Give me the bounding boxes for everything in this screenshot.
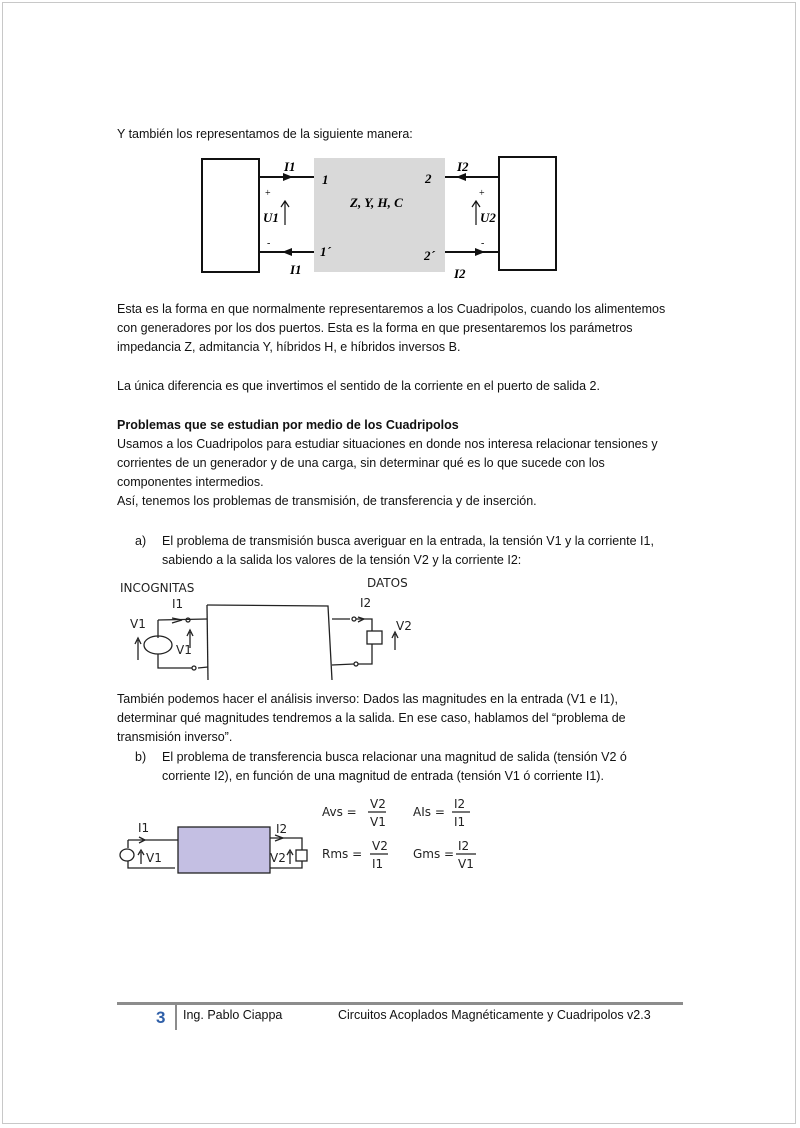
paragraph-3-line-4: Así, tenemos los problemas de transmisión, de transferencia y de inserción. [117, 494, 537, 508]
paragraph-1-line-2: con generadores por los dos puertos. Esta es la forma en que presentaremos los parámetros [117, 321, 633, 335]
paragraph-4-line-1: También podemos hacer el análisis inverso: Dados las magnitudes en la entrada (V1 e I1), [117, 692, 618, 706]
paragraph-3-line-1: Usamos a los Cuadripolos para estudiar situaciones en donde nos interesa relacionar tensiones y [117, 437, 658, 451]
formula-avs-num: V2 [370, 797, 386, 811]
list-item-b-line-2: corriente I2), en función de una magnitud de entrada (tensión V1 ó corriente I1). [162, 769, 604, 783]
formula-rms [322, 839, 388, 871]
minus-1: - [267, 238, 271, 249]
label-parameters: Z, Y, H, C [350, 195, 403, 210]
formula-gms-den: V1 [458, 857, 474, 871]
transmission-sketch [110, 570, 460, 680]
label-v1-outer: V1 [130, 617, 146, 631]
label-i1: I1 [172, 597, 184, 611]
label-v2: V2 [270, 851, 286, 865]
label-i2: I2 [276, 822, 288, 836]
label-port-2-prime: 2´ [424, 248, 435, 263]
formula-ais-den: I1 [454, 815, 466, 829]
list-marker-a: a) [135, 534, 147, 548]
two-port-diagram [190, 150, 570, 285]
formula-avs-lhs: Avs = [322, 805, 357, 819]
arrow-i2-bottom [475, 248, 485, 256]
formula-ais-lhs: AIs = [413, 805, 445, 819]
label-i2-bottom: I2 [454, 266, 466, 281]
formula-ais-num: I2 [454, 797, 466, 811]
label-u1: U1 [263, 210, 279, 225]
label-i1-bottom: I1 [290, 262, 302, 277]
footer-doc-title: Circuitos Acoplados Magnéticamente y Cuadripolos v2.3 [338, 1008, 651, 1022]
label-u2: U2 [480, 210, 496, 225]
load-box-right [499, 157, 556, 270]
list-item-b-line-1: El problema de transferencia busca relacionar una magnitud de salida (tensión V2 ó [162, 750, 627, 764]
formula-rms-num: V2 [372, 839, 388, 853]
label-port-1-prime: 1´ [320, 244, 331, 259]
arrow-i2-top [456, 173, 466, 181]
transfer-box [178, 827, 270, 873]
formula-gms-lhs: Gms = [413, 847, 455, 861]
footer-separator [175, 1004, 177, 1030]
formula-gms-num: I2 [458, 839, 470, 853]
footer-rule [117, 1002, 683, 1005]
section-heading: Problemas que se estudian por medio de los Cuadripolos [117, 418, 459, 432]
source-box-left [202, 159, 259, 272]
label-i2: I2 [360, 596, 372, 610]
minus-2: - [481, 238, 485, 249]
transfer-sketch [110, 790, 500, 890]
formula-ais [413, 797, 470, 829]
label-data: DATOS [367, 576, 408, 590]
formula-avs-den: V1 [370, 815, 386, 829]
intro-line: Y también los representamos de la siguiente manera: [117, 127, 413, 141]
paragraph-1-line-3: impedancia Z, admitancia Y, híbridos H, e híbridos inversos B. [117, 340, 461, 354]
paragraph-1-line-1: Esta es la forma en que normalmente representaremos a los Cuadripolos, cuando los alimentemos [117, 302, 666, 316]
paragraph-4-line-3: transmisión inverso”. [117, 730, 233, 744]
page-number: 3 [156, 1008, 166, 1027]
label-v2: V2 [396, 619, 412, 633]
label-unknowns: INCOGNITAS [120, 581, 195, 595]
formula-avs [322, 797, 386, 829]
list-marker-b: b) [135, 750, 147, 764]
label-v1-inner: V1 [176, 643, 192, 657]
arrow-i1-top [283, 173, 293, 181]
paragraph-3-line-3: componentes intermedios. [117, 475, 264, 489]
label-i1: I1 [138, 821, 150, 835]
label-port-1: 1 [322, 172, 329, 187]
label-i1-top: I1 [284, 159, 296, 174]
footer-author: Ing. Pablo Ciappa [183, 1008, 283, 1022]
formula-rms-den: I1 [372, 857, 384, 871]
plus-1: + [265, 188, 271, 199]
paragraph-2: La única diferencia es que invertimos el sentido de la corriente en el puerto de salida 2. [117, 379, 600, 393]
list-item-a-line-2: sabiendo a la salida los valores de la tensión V2 y la corriente I2: [162, 553, 522, 567]
paragraph-4-line-2: determinar qué magnitudes tendremos a la salida. En ese caso, hablamos del “problema de [117, 711, 626, 725]
label-i2-top: I2 [457, 159, 469, 174]
formula-gms [413, 839, 476, 871]
label-v1: V1 [146, 851, 162, 865]
plus-2: + [479, 188, 485, 199]
formula-rms-lhs: Rms = [322, 847, 363, 861]
arrow-i1-bottom [282, 248, 292, 256]
paragraph-3-line-2: corrientes de un generador y de una carga, sin determinar qué es lo que sucede con los [117, 456, 605, 470]
list-item-a-line-1: El problema de transmisión busca averiguar en la entrada, la tensión V1 y la corriente I1, [162, 534, 654, 548]
label-port-2: 2 [425, 171, 432, 186]
